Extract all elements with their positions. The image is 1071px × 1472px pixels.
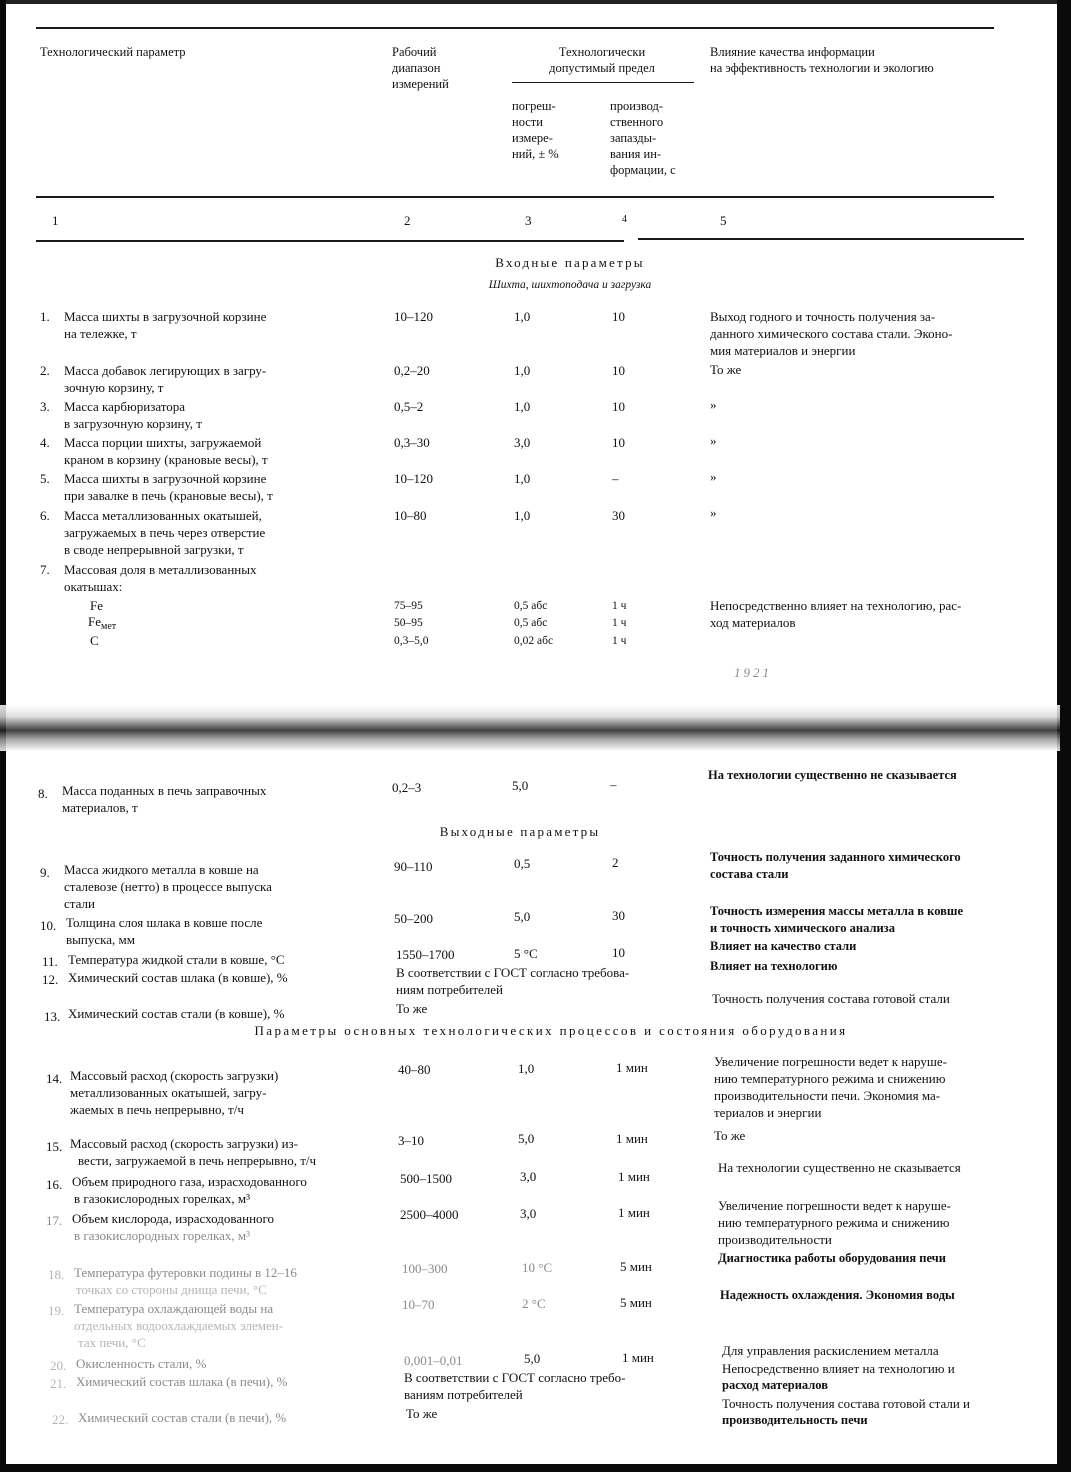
row-range: 0,001–0,01 bbox=[404, 1353, 463, 1368]
header-col3-line3: измере- bbox=[512, 131, 553, 145]
row-effect-line: То же bbox=[710, 362, 742, 377]
row-param-line: тах печи, °С bbox=[78, 1335, 146, 1350]
row-range: В соответствии с ГОСТ согласно требова- bbox=[396, 965, 630, 980]
row-effect-line: производительности печи. Экономия ма- bbox=[714, 1088, 941, 1103]
section-title-inputs: Входные параметры bbox=[495, 255, 645, 270]
row-error: 1,0 bbox=[514, 508, 531, 523]
row-effect-line: » bbox=[710, 433, 717, 448]
row-effect-line: териалов и энергии bbox=[714, 1105, 822, 1120]
row-number: 17. bbox=[46, 1213, 63, 1228]
row-number: 19. bbox=[48, 1303, 65, 1318]
row-error: 1,0 bbox=[518, 1061, 535, 1076]
row-param-line: Химический состав шлака (в ковше), % bbox=[68, 970, 288, 985]
row-param-line: Масса добавок легирующих в загру- bbox=[64, 363, 267, 378]
header-col4-line1: производ- bbox=[610, 99, 664, 113]
row-number: 18. bbox=[48, 1267, 65, 1282]
row-delay: 2 bbox=[612, 855, 619, 870]
row-range: 10–120 bbox=[394, 471, 433, 486]
row-range: 2500–4000 bbox=[400, 1207, 459, 1222]
row-range: 0,2–3 bbox=[392, 780, 422, 795]
header-col4-line3: запазды- bbox=[610, 131, 657, 145]
header-col2-line3: измерений bbox=[392, 77, 449, 91]
row-effect-line: состава стали bbox=[710, 867, 789, 881]
row-param-line: зочную корзину, т bbox=[64, 380, 164, 395]
scan-border-bottom bbox=[0, 1464, 1071, 1472]
row-effect-line: Увеличение погрешности ведет к наруше- bbox=[714, 1054, 947, 1069]
header-col4-line4: вания ин- bbox=[610, 147, 662, 161]
row-effect-line: Увеличение погрешности ведет к наруше- bbox=[718, 1198, 951, 1213]
row-effect-line: Надежность охлаждения. Экономия воды bbox=[720, 1288, 955, 1302]
row-error: 3,0 bbox=[520, 1206, 537, 1221]
row-delay: 10 bbox=[612, 435, 625, 450]
row-range: 40–80 bbox=[398, 1062, 431, 1077]
row-error: 2 °С bbox=[522, 1296, 546, 1311]
row-param-line: Массовый расход (скорость загрузки) из- bbox=[70, 1136, 298, 1151]
row-range: 50–95 bbox=[394, 617, 423, 629]
row-delay: 30 bbox=[612, 908, 625, 923]
row-param-line: Масса поданных в печь заправочных bbox=[62, 783, 267, 798]
row-error: 5 °С bbox=[514, 946, 538, 961]
row-delay: 10 bbox=[612, 363, 625, 378]
row-error: 5,0 bbox=[518, 1131, 535, 1146]
row-delay: 10 bbox=[612, 945, 625, 960]
row-param-line: Массовая доля в металлизованных bbox=[64, 562, 257, 577]
row-range: 3–10 bbox=[398, 1133, 424, 1148]
row-number: 2. bbox=[40, 363, 50, 378]
page-mark: 1921 bbox=[734, 665, 772, 680]
column-number-2: 2 bbox=[404, 213, 411, 228]
row-error: 0,5 абс bbox=[514, 600, 548, 612]
row-error: 1,0 bbox=[514, 363, 531, 378]
row-param-line: в газокислородных горелках, м³ bbox=[74, 1228, 251, 1243]
row-effect-line: На технологии существенно не сказывается bbox=[708, 768, 957, 782]
row-range: То же bbox=[406, 1406, 438, 1421]
row-range: 0,3–30 bbox=[394, 435, 430, 450]
row-error: 1,0 bbox=[514, 399, 531, 414]
row-range: 500–1500 bbox=[400, 1171, 452, 1186]
column-number-4: 4 bbox=[622, 214, 627, 225]
row-range: 10–80 bbox=[394, 508, 427, 523]
row-param-line: Температура охлаждающей воды на bbox=[74, 1301, 274, 1316]
row-param-line: сталевозе (нетто) в процессе выпуска bbox=[64, 879, 272, 894]
row-param-line: Масса жидкого металла в ковше на bbox=[64, 862, 259, 877]
column-number-1: 1 bbox=[52, 213, 59, 228]
row-effect-line: Влияет на качество стали bbox=[710, 939, 857, 953]
row-param-line: Толщина слоя шлака в ковше после bbox=[66, 915, 263, 930]
row-param-line: Масса шихты в загрузочной корзине bbox=[64, 309, 267, 324]
row-range: 0,3–5,0 bbox=[394, 635, 429, 647]
row-param-line: загружаемых в печь через отверстие bbox=[64, 525, 266, 540]
row-number: 21. bbox=[50, 1376, 67, 1391]
scan-border-top bbox=[0, 0, 1071, 4]
row-param-line: Масса карбюризатора bbox=[64, 399, 186, 414]
row-param-line: Окисленность стали, % bbox=[76, 1356, 207, 1371]
row-param-line: на тележке, т bbox=[64, 326, 137, 341]
row-range: 10–70 bbox=[402, 1297, 435, 1312]
row-delay: 5 мин bbox=[620, 1295, 652, 1310]
row-param-line: Химический состав стали (в печи), % bbox=[78, 1410, 287, 1425]
header-col4-line2: ственного bbox=[610, 115, 664, 129]
row-param-subscript: мет bbox=[101, 621, 117, 632]
header-group-line1: Технологически bbox=[558, 45, 646, 59]
row-param-line: краном в корзину (крановые весы), т bbox=[64, 452, 268, 467]
row-error: 1,0 bbox=[514, 309, 531, 324]
row-number: 1. bbox=[40, 309, 50, 324]
row-effect-line: расход материалов bbox=[722, 1378, 828, 1392]
row-error: 3,0 bbox=[514, 435, 531, 450]
row-effect-line: » bbox=[710, 469, 717, 484]
row-delay: 1 мин bbox=[618, 1169, 650, 1184]
row-param-line: при завалке в печь (крановые весы), т bbox=[64, 488, 273, 503]
row-delay: 10 bbox=[612, 399, 625, 414]
row-param-line: Объем природного газа, израсходованного bbox=[72, 1174, 307, 1189]
row-effect-line: То же bbox=[714, 1128, 746, 1143]
row-param-line: выпуска, мм bbox=[66, 932, 135, 947]
row-number: 13. bbox=[44, 1009, 61, 1024]
row-param-line: Массовый расход (скорость загрузки) bbox=[70, 1068, 279, 1083]
row-param-line: жаемых в печь непрерывно, т/ч bbox=[70, 1102, 244, 1117]
row-param-line: Масса порции шихты, загружаемой bbox=[64, 435, 262, 450]
row-param-line: вести, загружаемой в печь непрерывно, т/ч bbox=[78, 1153, 317, 1168]
row-range: 75–95 bbox=[394, 600, 423, 612]
header-col3-line4: ний, ± % bbox=[512, 147, 559, 161]
header-col5-line1: Влияние качества информации bbox=[710, 45, 875, 59]
row-param-line: точках со стороны днища печи, °С bbox=[76, 1282, 267, 1297]
row-param-line: Масса шихты в загрузочной корзине bbox=[64, 471, 267, 486]
row-effect-line: и точность химического анализа bbox=[710, 921, 895, 935]
row-param-line: в газокислородных горелках, м³ bbox=[74, 1191, 251, 1206]
row-delay: 1 мин bbox=[622, 1350, 654, 1365]
row-range: 100–300 bbox=[402, 1261, 448, 1276]
row-param-line: Масса металлизованных окатышей, bbox=[64, 508, 262, 523]
section-title-process: Параметры основных технологических процессов и состояния оборудования bbox=[254, 1023, 848, 1038]
row-effect-line: данного химического состава стали. Эконо- bbox=[710, 326, 953, 341]
row-effect-line: Влияет на технологию bbox=[710, 959, 838, 973]
row-number: 4. bbox=[40, 435, 50, 450]
row-range: 10–120 bbox=[394, 309, 433, 324]
row-number: 20. bbox=[50, 1358, 67, 1373]
row-number: 7. bbox=[40, 562, 50, 577]
header-col1: Технологический параметр bbox=[40, 45, 186, 59]
row-effect-line: производительность печи bbox=[722, 1413, 868, 1427]
header-col5-line2: на эффективность технологии и экологию bbox=[710, 61, 934, 75]
row-delay: 1 мин bbox=[616, 1131, 648, 1146]
row-param-line: в загрузочную корзину, т bbox=[64, 416, 202, 431]
rule-subgroup bbox=[512, 82, 694, 83]
row-param-line: Fe bbox=[90, 598, 103, 613]
row-param-line: окатышах: bbox=[64, 579, 123, 594]
row-delay: – bbox=[612, 471, 619, 486]
row-range: 1550–1700 bbox=[396, 947, 455, 962]
row-error: 5,0 bbox=[512, 778, 529, 793]
rule-header-bottom bbox=[36, 196, 994, 198]
row-range-cont: ваниям потребителей bbox=[404, 1387, 523, 1402]
header-col4-line5: формации, с bbox=[610, 163, 676, 177]
row-param-line: металлизованных окатышей, загру- bbox=[70, 1085, 267, 1100]
row-param-line: Химический состав стали (в ковше), % bbox=[68, 1006, 285, 1021]
row-delay: 5 мин bbox=[620, 1259, 652, 1274]
row-param-line: Объем кислорода, израсходованного bbox=[72, 1211, 275, 1226]
row-range: 90–110 bbox=[394, 859, 433, 874]
row-error: 5,0 bbox=[524, 1351, 541, 1366]
header-col3-line1: погреш- bbox=[512, 99, 556, 113]
row-number: 12. bbox=[42, 972, 59, 987]
row-number: 16. bbox=[46, 1177, 63, 1192]
row-delay: 30 bbox=[612, 508, 625, 523]
row-error: 0,5 абс bbox=[514, 617, 548, 629]
header-group-line2: допустимый предел bbox=[549, 61, 655, 75]
row-number: 6. bbox=[40, 508, 50, 523]
row-effect-line: нию температурного режима и снижению bbox=[718, 1215, 950, 1230]
row-effect-line: мия материалов и энергии bbox=[710, 343, 856, 358]
row-delay: 10 bbox=[612, 309, 625, 324]
column-number-5: 5 bbox=[720, 213, 727, 228]
row-delay: 1 ч bbox=[612, 617, 627, 629]
row-param-line: материалов, т bbox=[62, 800, 138, 815]
row-param-line: отдельных водоохлаждаемых элемен- bbox=[74, 1318, 284, 1333]
row-range: То же bbox=[396, 1001, 428, 1016]
column-number-3: 3 bbox=[525, 213, 532, 228]
row-delay: 1 мин bbox=[616, 1060, 648, 1075]
section-subtitle-charge: Шихта, шихтоподача и загрузка bbox=[488, 279, 652, 291]
header-col2-line1: Рабочий bbox=[392, 45, 437, 59]
rule-numbers-right bbox=[638, 238, 1024, 240]
row-number: 11. bbox=[42, 954, 58, 969]
row-effect-line: ход материалов bbox=[710, 615, 796, 630]
row-effect-line: » bbox=[710, 505, 717, 520]
row-error: 0,02 абс bbox=[514, 635, 554, 647]
row-effect-line: Непосредственно влияет на технологию и bbox=[722, 1361, 955, 1376]
row-param-symbol: Fe bbox=[88, 614, 101, 629]
row-effect-line: Точность получения состава готовой стали bbox=[712, 991, 950, 1006]
row-number: 5. bbox=[40, 471, 50, 486]
row-number: 15. bbox=[46, 1139, 63, 1154]
rule-numbers-left bbox=[36, 240, 624, 242]
row-effect-line: На технологии существенно не сказывается bbox=[718, 1160, 961, 1175]
row-effect-line: Непосредственно влияет на технологию, рас- bbox=[710, 598, 962, 613]
row-param-line: Температура жидкой стали в ковше, °С bbox=[68, 952, 285, 967]
row-param-line: Температура футеровки подины в 12–16 bbox=[74, 1265, 297, 1280]
row-delay: 1 ч bbox=[612, 600, 627, 612]
row-effect-line: производительности bbox=[718, 1232, 832, 1247]
row-range: В соответствии с ГОСТ согласно требо- bbox=[404, 1370, 626, 1385]
row-delay: 1 ч bbox=[612, 635, 627, 647]
row-param-line: Химический состав шлака (в печи), % bbox=[76, 1374, 288, 1389]
header-col3-line2: ности bbox=[512, 115, 543, 129]
row-error: 3,0 bbox=[520, 1169, 537, 1184]
row-effect-line: Точность получения состава готовой стали и bbox=[722, 1396, 971, 1411]
row-number: 10. bbox=[40, 918, 57, 933]
row-effect-line: Для управления раскислением металла bbox=[722, 1343, 939, 1358]
row-param-line: стали bbox=[64, 896, 95, 911]
row-param-line: в своде непрерывной загрузки, т bbox=[64, 542, 244, 557]
header-col2-line2: диапазон bbox=[392, 61, 441, 75]
row-effect-line: Точность измерения массы металла в ковше bbox=[710, 904, 964, 918]
row-effect-line: Диагностика работы оборудования печи bbox=[718, 1251, 946, 1265]
row-number: 22. bbox=[52, 1412, 69, 1427]
row-delay: 1 мин bbox=[618, 1205, 650, 1220]
page-fold-shadow bbox=[0, 705, 1060, 751]
row-number: 3. bbox=[40, 399, 50, 414]
row-error: 0,5 bbox=[514, 856, 531, 871]
row-error: 10 °С bbox=[522, 1260, 553, 1275]
row-effect-line: нию температурного режима и снижению bbox=[714, 1071, 946, 1086]
row-effect-line: Точность получения заданного химического bbox=[710, 850, 961, 864]
row-range: 0,2–20 bbox=[394, 363, 430, 378]
row-effect-line: » bbox=[710, 397, 717, 412]
row-range-cont: ниям потребителей bbox=[396, 982, 504, 997]
row-error: 5,0 bbox=[514, 909, 531, 924]
row-effect-line: Выход годного и точность получения за- bbox=[710, 309, 936, 324]
row-number: 8. bbox=[38, 786, 48, 801]
row-error: 1,0 bbox=[514, 471, 531, 486]
row-range: 0,5–2 bbox=[394, 399, 424, 414]
row-delay: – bbox=[610, 777, 617, 792]
row-param-line: C bbox=[90, 633, 99, 648]
row-range: 50–200 bbox=[394, 911, 433, 926]
row-number: 9. bbox=[40, 865, 50, 880]
rule-top bbox=[36, 27, 994, 29]
row-number: 14. bbox=[46, 1071, 63, 1086]
section-title-outputs: Выходные параметры bbox=[439, 824, 601, 839]
